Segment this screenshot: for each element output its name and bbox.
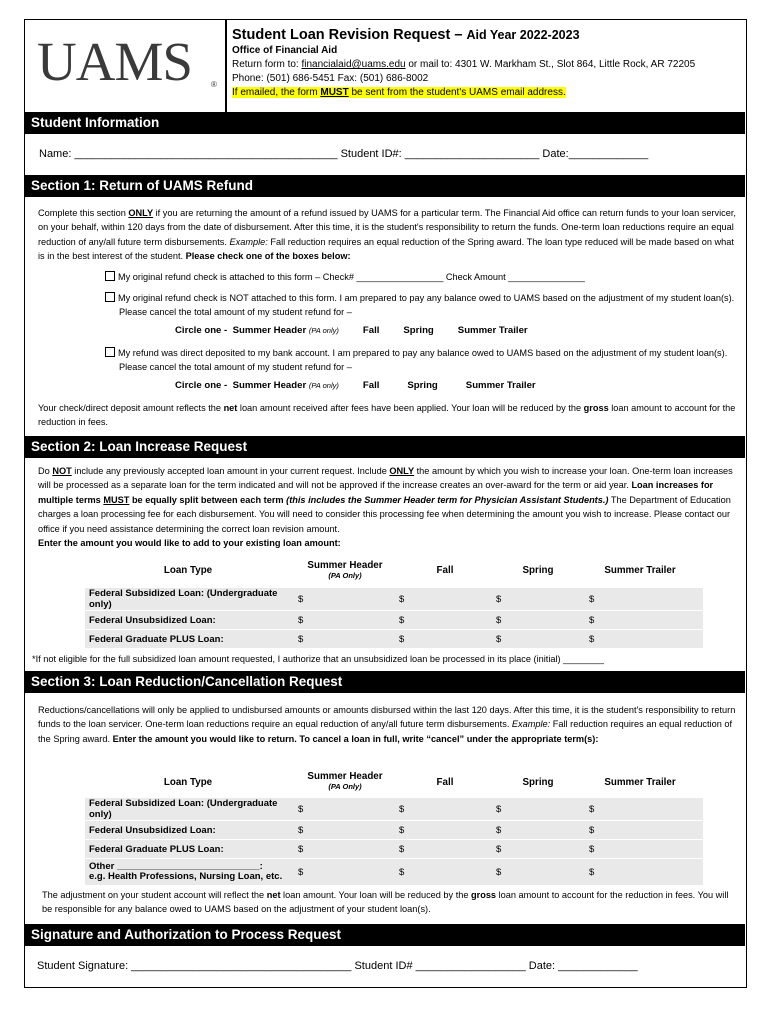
aid-year: Aid Year 2022-2023 [466, 28, 580, 42]
form-title [232, 26, 740, 44]
section2-intro [38, 464, 741, 550]
s2-row1-summer-trailer-input[interactable]: $ [585, 611, 703, 630]
s3-other-summer-header-input[interactable]: $ [294, 859, 395, 886]
s1-circle-row-2 [175, 379, 536, 393]
s3-p-b: Fall reduction requires an equal reduction of the Spring award. [38, 719, 733, 744]
s2-col-fall: Fall [436, 565, 454, 576]
email-note-b: be sent from the student's UAMS email address. [348, 87, 566, 98]
s2-row1-spring-input[interactable]: $ [492, 611, 585, 630]
section2-heading: Section 2: Loan Increase Request [25, 436, 745, 458]
s2-p-b: include any previously accepted loan amount in your current request. Include [71, 466, 390, 476]
s1-option1-text: My original refund check is attached to this form – Check# _________________ Check Amount _______________ [118, 272, 585, 282]
email-note-a: If emailed, the form [232, 87, 321, 98]
s3-row2-fall-input[interactable]: $ [395, 840, 492, 859]
s3-footer [42, 888, 738, 917]
s3-row1-summer-header-input[interactable]: $ [294, 821, 395, 840]
opt-summer-trailer[interactable]: Summer Trailer [457, 325, 528, 336]
s2-row0-label: Federal Subsidized Loan: [89, 588, 205, 599]
s3-col-summer-trailer: Summer Trailer [604, 777, 676, 788]
email-note-must: MUST [320, 87, 349, 98]
s3-col-summer-header-text: Summer Header [307, 771, 383, 782]
s2-p-bold1: Loan increases for multiple terms [38, 480, 714, 505]
s3-row2-summer-header-input[interactable]: $ [294, 840, 395, 859]
circle-one-label: Circle one - [175, 380, 228, 391]
opt-spring[interactable]: Spring [403, 325, 434, 336]
s2-p-only: ONLY [389, 466, 415, 476]
return-instructions [232, 58, 740, 72]
table-row [85, 859, 703, 886]
title-dash: – [450, 27, 467, 43]
section1-intro [38, 206, 740, 264]
s2-row0-summer-trailer-input[interactable]: $ [585, 588, 703, 611]
s3-row0-note: (Undergraduate only) [89, 798, 278, 820]
s3-row0-summer-trailer-input[interactable]: $ [585, 798, 703, 821]
s2-col-loan-type: Loan Type [163, 565, 213, 576]
s2-col-summer-header [290, 560, 400, 580]
s3-row1-summer-trailer-input[interactable]: $ [585, 821, 703, 840]
opt-pa-only: (PA only) [308, 326, 339, 335]
s2-col-spring: Spring [522, 565, 554, 576]
s3-row0-fall-input[interactable]: $ [395, 798, 492, 821]
s1-option3-checkbox[interactable] [105, 347, 115, 357]
signature-heading: Signature and Authorization to Process Request [25, 924, 745, 946]
signature-line[interactable]: Student Signature: ____________________________________ Student ID# __________________ Date: _____________ [37, 960, 638, 972]
s2-col-summer-header-text: Summer Header [307, 560, 383, 571]
s2-row2-spring-input[interactable]: $ [492, 630, 585, 649]
circle-one-label: Circle one - [175, 325, 228, 336]
s3-col-fall: Fall [436, 777, 454, 788]
section3-intro [38, 703, 742, 746]
section3-heading: Section 3: Loan Reduction/Cancellation Request [25, 671, 745, 693]
s1-option2-checkbox[interactable] [105, 292, 115, 302]
s1-option2 [105, 291, 755, 320]
table-row [85, 840, 703, 859]
form-page [24, 19, 747, 988]
office-name: Office of Financial Aid [232, 45, 338, 56]
s2-p-italic: (this includes the Summer Header term for Physician Assistant Students.) [286, 494, 609, 505]
s2-p-enter: Enter the amount you would like to add to your existing loan amount: [38, 538, 341, 549]
s2-p-d: The Department of Education charges a loan processing fee for each disbursement. You will need to consider this processing fee when determining the amount you wish to increase. Please contact our office if you need assistance determining the correct loan revision amount. [38, 494, 731, 534]
return-suffix: or mail to: 4301 W. Markham St., Slot 864, Little Rock, AR 72205 [405, 59, 696, 70]
header-info [232, 26, 740, 100]
email-note [232, 86, 740, 100]
table-row [85, 798, 703, 821]
uams-logo [37, 32, 223, 92]
s3-p-example: Example: [511, 719, 551, 730]
s3-row0-label: Federal Subsidized Loan: [89, 798, 205, 809]
form-title-text: Student Loan Revision Request [232, 27, 451, 43]
s3-col-pa-only: (PA Only) [328, 782, 362, 791]
s2-p-c: the amount by which you wish to increase your loan. One-term loan increases will be processed as a separate loan for the term indicated and will not be approved if the increase creates an over-award for the term or aid year. [38, 466, 733, 491]
s3-other-summer-trailer-input[interactable]: $ [585, 859, 703, 886]
table-row [85, 630, 703, 649]
form-header [25, 20, 745, 112]
s3-row0-summer-header-input[interactable]: $ [294, 798, 395, 821]
s1-option2-text: My original refund check is NOT attached to this form. I am prepared to pay any balance owed to UAMS based on the adjustment of my student loan(s). Please cancel the total amount of my student refund for – [118, 293, 735, 318]
s2-col-summer-trailer: Summer Trailer [604, 565, 676, 576]
opt-summer-header[interactable]: Summer Header [232, 380, 307, 391]
s3-row2-summer-trailer-input[interactable]: $ [585, 840, 703, 859]
s1-intro-example: Example: [229, 236, 268, 247]
s1-intro-bold: Please check one of the boxes below: [185, 251, 351, 262]
s2-p-not: NOT [52, 466, 72, 476]
s3-row1-fall-input[interactable]: $ [395, 821, 492, 840]
s2-row2-label: Federal Graduate PLUS Loan: [85, 630, 294, 649]
s3-other-label[interactable] [85, 859, 294, 886]
s3-col-summer-header [290, 771, 400, 791]
s1-option1 [105, 270, 735, 284]
s1-option1-checkbox[interactable] [105, 271, 115, 281]
s2-row-label [85, 588, 294, 611]
opt-fall[interactable]: Fall [362, 380, 380, 391]
s2-loan-table [85, 588, 703, 649]
s3-footer-gross: gross [471, 890, 497, 900]
opt-pa-only: (PA only) [308, 381, 339, 390]
s3-loan-table [85, 798, 703, 886]
s2-row1-label: Federal Unsubsidized Loan: [85, 611, 294, 630]
s2-row0-summer-header-input[interactable]: $ [294, 588, 395, 611]
s3-footer-c: loan amount to account for the reduction in fees. You will be responsible for any balance owed to UAMS based on the adjustment of your student loan(s). [42, 890, 729, 915]
s3-p-a: Reductions/cancellations will only be applied to undisbursed amounts or amounts disbursed within the last 120 days. After this time, it is the student's responsibility to return funds to the loan servicer. One-term loan reductions require an equal reduction of any/all future term disbursements. [38, 705, 736, 730]
opt-summer-header[interactable]: Summer Header [232, 325, 307, 336]
s1-option3-text: My refund was direct deposited to my bank account. I am prepared to pay any balance owed to UAMS based on the adjustment of my student loan(s). Please cancel the total amount of my student refund for – [118, 348, 728, 373]
s3-footer-net: net [266, 890, 281, 900]
s2-col-pa-only: (PA Only) [328, 571, 362, 580]
s2-row1-fall-input[interactable]: $ [395, 611, 492, 630]
s2-row0-fall-input[interactable]: $ [395, 588, 492, 611]
s3-row2-label: Federal Graduate PLUS Loan: [85, 840, 294, 859]
opt-fall[interactable]: Fall [362, 325, 380, 336]
s1-circle-row-1 [175, 324, 528, 338]
logo-wordmark: UAMS [37, 31, 192, 92]
s2-row2-summer-trailer-input[interactable]: $ [585, 630, 703, 649]
s3-p-bold: Enter the amount you would like to return. To cancel a loan in full, write “cancel” under the appropriate term(s): [112, 733, 599, 744]
table-row [85, 821, 703, 840]
s2-row0-note: (Undergraduate only) [89, 588, 278, 610]
s3-other-spring-input[interactable]: $ [492, 859, 585, 886]
s2-p-must: MUST [103, 494, 130, 505]
return-email-link[interactable]: financialaid@uams.edu [301, 59, 406, 70]
s3-col-loan-type: Loan Type [163, 777, 213, 788]
s3-other-fall-input[interactable]: $ [395, 859, 492, 886]
s3-other-label-text: Other ___________________________: [89, 861, 263, 872]
s1-footer-a: Your check/direct deposit amount reflects the [38, 403, 224, 413]
s2-p-a: Do [38, 466, 53, 476]
s3-row1-label: Federal Unsubsidized Loan: [85, 821, 294, 840]
s3-footer-a: The adjustment on your student account will reflect the [42, 890, 267, 900]
s1-footer-gross: gross [583, 403, 609, 413]
s1-intro-b: if you are returning the amount of a refund issued by UAMS for a particular term. The Financial Aid office can return funds to your loan servicer, on your behalf, within 120 days from the date of disbursement. After this time, it is the student's responsibility to return the funds. One-term loan reductions require an equal reduction of any/all future term disbursements. [38, 208, 736, 247]
return-prefix: Return form to: [232, 59, 302, 70]
header-divider [225, 20, 227, 112]
opt-summer-trailer[interactable]: Summer Trailer [465, 380, 536, 391]
s1-footer-c: loan amount to account for the reduction in fees. [38, 403, 736, 428]
s3-row0-spring-input[interactable]: $ [492, 798, 585, 821]
opt-spring[interactable]: Spring [407, 380, 438, 391]
registered-mark: ® [211, 80, 217, 89]
s2-row0-spring-input[interactable]: $ [492, 588, 585, 611]
student-info-heading: Student Information [25, 112, 745, 134]
s3-footer-b: loan amount. Your loan will be reduced by the [280, 890, 472, 900]
s2-row2-summer-header-input[interactable]: $ [294, 630, 395, 649]
phone-fax: Phone: (501) 686-5451 Fax: (501) 686-8002 [232, 73, 429, 84]
table-row [85, 588, 703, 611]
s3-row2-spring-input[interactable]: $ [492, 840, 585, 859]
s1-intro-c: Fall reduction requires an equal reduction of the Spring award. The loan type reduced will be made based on what is in the best interest of the student. [38, 236, 734, 262]
table-row [85, 611, 703, 630]
email-note-highlight [232, 87, 566, 98]
s3-row-label [85, 798, 294, 821]
s1-intro-a: Complete this section [38, 208, 129, 218]
s2-footnote[interactable]: *If not eligible for the full subsidized loan amount requested, I authorize that an unsubsidized loan be processed in its place (initial) ________ [32, 654, 605, 664]
s2-row1-summer-header-input[interactable]: $ [294, 611, 395, 630]
section1-heading: Section 1: Return of UAMS Refund [25, 175, 745, 197]
s3-row1-spring-input[interactable]: $ [492, 821, 585, 840]
s3-other-note: e.g. Health Professions, Nursing Loan, etc. [89, 871, 283, 882]
s1-footer-net: net [223, 403, 238, 413]
s1-option3 [105, 346, 755, 375]
s3-col-spring: Spring [522, 777, 554, 788]
s1-footer [38, 401, 740, 430]
s1-intro-only: ONLY [128, 208, 154, 218]
s2-row2-fall-input[interactable]: $ [395, 630, 492, 649]
student-info-line[interactable]: Name: ___________________________________________ Student ID#: ______________________ Date:_____________ [39, 148, 649, 160]
s2-p-bold2: be equally split between each term [129, 494, 287, 505]
s1-footer-b: loan amount received after fees have been applied. Your loan will be reduced by the [237, 403, 584, 413]
